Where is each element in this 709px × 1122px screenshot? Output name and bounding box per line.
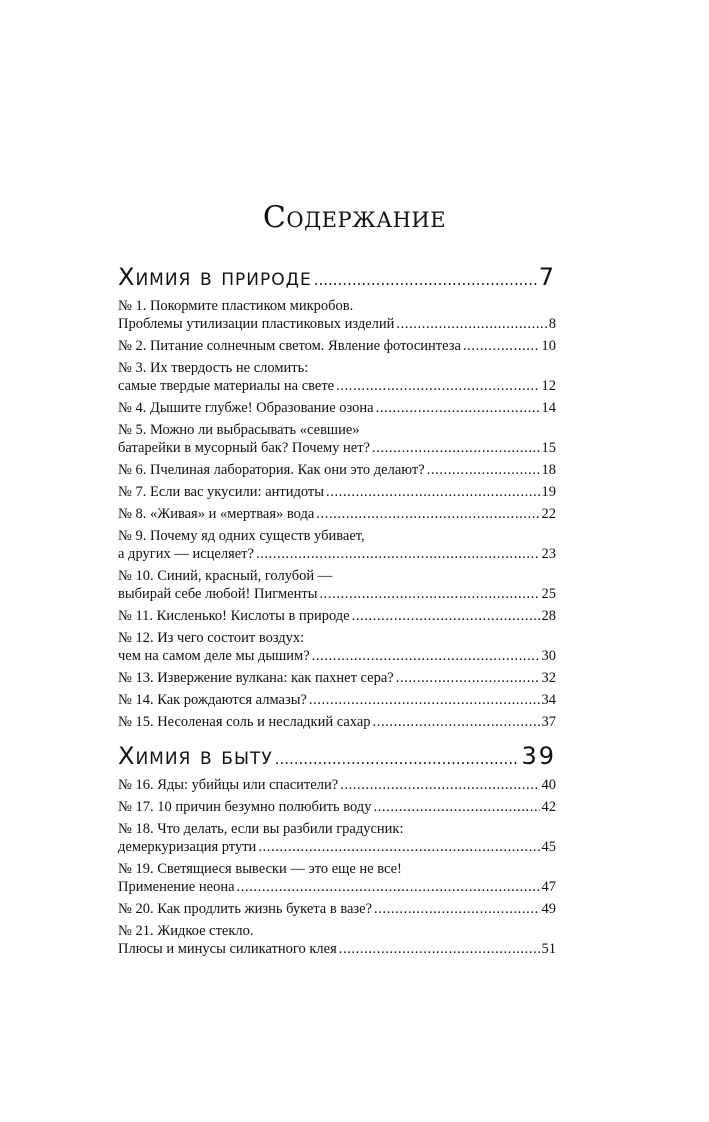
- entry-title-line-2: Проблемы утилизации пластиковых изделий: [118, 316, 395, 332]
- toc-entry[interactable]: [118, 629, 556, 665]
- entry-title: № 11. Кисленько! Кислоты в природе: [118, 608, 350, 624]
- toc-entry[interactable]: [118, 421, 556, 457]
- entry-page-number: 34: [541, 692, 556, 708]
- dot-leader: [376, 399, 540, 417]
- entry-title: № 6. Пчелиная лаборатория. Как они это делают?: [118, 462, 425, 478]
- entry-page-number: 12: [541, 378, 556, 394]
- toc-entry[interactable]: [118, 922, 556, 958]
- entry-title: № 8. «Живая» и «мертвая» вода: [118, 506, 315, 522]
- entry-page-number: 14: [541, 400, 556, 416]
- toc-entry[interactable]: [118, 505, 556, 523]
- entry-page-number: 15: [541, 440, 556, 456]
- section-page-number: 7: [538, 263, 556, 291]
- section-heading[interactable]: [118, 741, 556, 774]
- entry-title-line-2: Применение неона: [118, 879, 235, 895]
- dot-leader: [339, 940, 540, 958]
- toc-entry[interactable]: [118, 461, 556, 479]
- dot-leader: [309, 691, 540, 709]
- entry-page-number: 40: [541, 777, 556, 793]
- toc-entry[interactable]: [118, 297, 556, 333]
- dot-leader: [396, 315, 546, 333]
- dot-leader: [319, 585, 539, 603]
- dot-leader: [373, 713, 540, 731]
- entry-title-line-1: № 21. Жидкое стекло.: [118, 923, 254, 939]
- page-title: Содержание: [262, 200, 447, 235]
- entry-title-line-1: № 1. Покормите пластиком микробов.: [118, 298, 354, 314]
- entry-page-number: 25: [541, 586, 556, 602]
- toc-entry[interactable]: [118, 691, 556, 709]
- toc-entry[interactable]: [118, 798, 556, 816]
- dot-leader: [256, 545, 540, 563]
- entry-title: № 17. 10 причин безумно полюбить воду: [118, 799, 372, 815]
- entry-title-line-2: чем на самом деле мы дышим?: [118, 648, 310, 664]
- section-heading[interactable]: [118, 262, 556, 295]
- entry-title: № 16. Яды: убийцы или спасители?: [118, 777, 339, 793]
- toc-entry[interactable]: [118, 860, 556, 896]
- dot-leader: [372, 439, 540, 457]
- toc-entry[interactable]: [118, 483, 556, 501]
- entry-page-number: 32: [541, 670, 556, 686]
- entry-page-number: 37: [541, 714, 556, 730]
- entry-title-line-1: № 12. Из чего состоит воздух:: [118, 630, 305, 646]
- dot-leader: [336, 377, 539, 395]
- entry-title-line-2: демеркуризация ртути: [118, 839, 257, 855]
- dot-leader: [326, 483, 539, 501]
- entry-title: № 14. Как рождаются алмазы?: [118, 692, 307, 708]
- entry-title-line-2: самые твердые материалы на свете: [118, 378, 335, 394]
- dot-leader: [312, 647, 540, 665]
- dot-leader: [237, 878, 540, 896]
- entry-page-number: 49: [541, 901, 556, 917]
- toc-entry[interactable]: [118, 399, 556, 417]
- entry-title-line-2: выбирай себе любой! Пигменты: [118, 586, 318, 602]
- dot-leader: [427, 461, 540, 479]
- entry-title-line-2: батарейки в мусорный бак? Почему нет?: [118, 440, 370, 456]
- entry-page-number: 51: [541, 941, 556, 957]
- entry-title: № 20. Как продлить жизнь букета в вазе?: [118, 901, 373, 917]
- dot-leader: [352, 607, 540, 625]
- entry-page-number: 18: [541, 462, 556, 478]
- dot-leader: [258, 838, 539, 856]
- toc-entry[interactable]: [118, 359, 556, 395]
- entry-page-number: 8: [548, 316, 556, 332]
- entry-title: № 2. Питание солнечным светом. Явление фотосинтеза: [118, 338, 461, 354]
- toc-entry[interactable]: [118, 607, 556, 625]
- entry-title-line-1: № 10. Синий, красный, голубой —: [118, 568, 333, 584]
- dot-leader: [340, 776, 539, 794]
- dot-leader: [314, 262, 537, 295]
- toc-entry[interactable]: [118, 337, 556, 355]
- entry-page-number: 10: [541, 338, 556, 354]
- dot-leader: [275, 741, 520, 774]
- entry-title: № 13. Извержение вулкана: как пахнет сера?: [118, 670, 394, 686]
- toc-entry[interactable]: [118, 669, 556, 687]
- entry-title-line-1: № 18. Что делать, если вы разбили градусник:: [118, 821, 404, 837]
- entry-page-number: 23: [541, 546, 556, 562]
- entry-title-line-1: № 9. Почему яд одних существ убивает,: [118, 528, 365, 544]
- entry-page-number: 22: [541, 506, 556, 522]
- table-of-contents: [118, 262, 556, 962]
- dot-leader: [374, 900, 539, 918]
- entry-page-number: 45: [541, 839, 556, 855]
- toc-entry[interactable]: [118, 820, 556, 856]
- entry-page-number: 19: [541, 484, 556, 500]
- entry-page-number: 47: [541, 879, 556, 895]
- entry-page-number: 28: [541, 608, 556, 624]
- entry-title-line-1: № 3. Их твердость не сломить:: [118, 360, 309, 376]
- toc-entry[interactable]: [118, 900, 556, 918]
- dot-leader: [463, 337, 540, 355]
- entry-page-number: 42: [541, 799, 556, 815]
- entry-title-line-2: Плюсы и минусы силикатного клея: [118, 941, 337, 957]
- dot-leader: [373, 798, 539, 816]
- toc-entry[interactable]: [118, 713, 556, 731]
- entry-title: № 4. Дышите глубже! Образование озона: [118, 400, 374, 416]
- dot-leader: [396, 669, 540, 687]
- entry-title-line-2: а других — исцеляет?: [118, 546, 254, 562]
- section-page-number: 39: [521, 742, 556, 770]
- entry-title-line-1: № 5. Можно ли выбрасывать «севшие»: [118, 422, 360, 438]
- section-title: Химия в быту: [118, 742, 273, 770]
- entry-title: № 15. Несоленая соль и несладкий сахар: [118, 714, 371, 730]
- toc-entry[interactable]: [118, 567, 556, 603]
- toc-entry[interactable]: [118, 527, 556, 563]
- section-title: Химия в природе: [118, 263, 312, 291]
- dot-leader: [316, 505, 539, 523]
- entry-title: № 7. Если вас укусили: антидоты: [118, 484, 325, 500]
- entry-page-number: 30: [541, 648, 556, 664]
- toc-entry[interactable]: [118, 776, 556, 794]
- entry-title-line-1: № 19. Светящиеся вывески — это еще не все!: [118, 861, 402, 877]
